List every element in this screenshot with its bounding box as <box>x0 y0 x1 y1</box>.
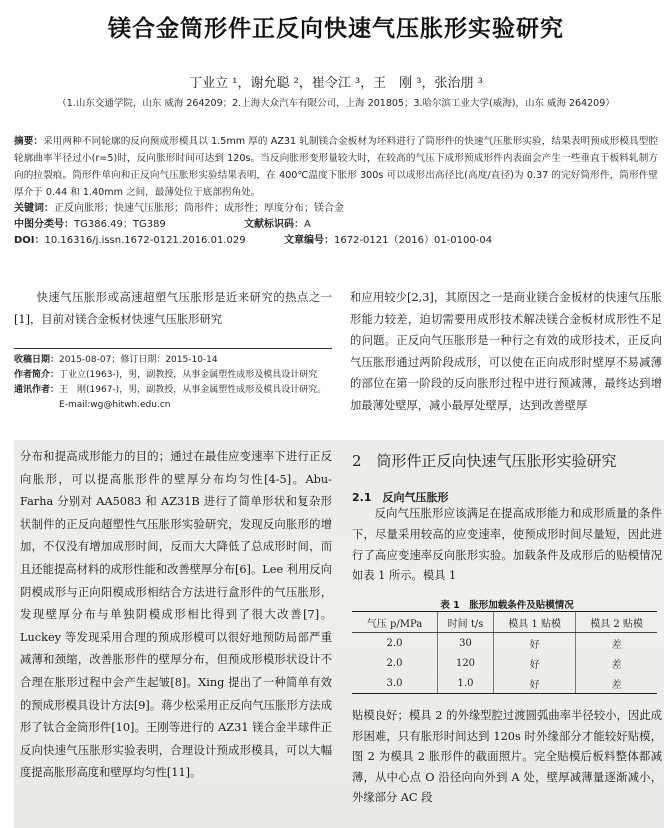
table-cell: 1.0 <box>437 673 493 694</box>
loading-conditions-table <box>352 611 657 694</box>
author-bio <box>14 368 332 383</box>
table-cell: 差 <box>576 633 657 654</box>
doi-label: DOI： <box>14 235 45 246</box>
author-list: 丁业立 ¹，谢允聪 ²，崔令江 ³，王 刚 ³，张治朋 ³ <box>189 76 483 91</box>
subsection-heading: 2.1 反向气压胀形 <box>352 491 449 504</box>
keywords <box>14 201 658 217</box>
table-cell: 3.0 <box>352 673 437 694</box>
table-cell: 30 <box>437 633 493 654</box>
keywords-label: 关键词： <box>14 203 54 214</box>
footnote-divider <box>14 348 332 349</box>
clc-label: 中图分类号： <box>14 219 74 230</box>
article-no-label: 文章编号： <box>284 235 334 246</box>
doc-code-text: A <box>304 219 311 230</box>
intro-paragraph-right: 和应用较少[2,3]，其原因之一是商业镁合金板材的快速气压胀形能力较差，迫切需要用成形技术解决镁合金板材成形性不足的问题。正反向气压胀形是一种行之有效的成形技术，正反向气压胀形通过两阶段成形，可以使在正向成形时壁厚不易减薄的部位在第一阶段的反向胀形过程中进行预减薄，最终达到增加最薄处壁厚，减小最厚处壁厚，达到改善壁厚 <box>350 291 662 412</box>
abstract-label: 摘要： <box>14 136 44 147</box>
table-row <box>352 633 657 654</box>
doi-text: 10.16316/j.issn.1672-0121.2016.01.029 <box>44 235 246 246</box>
bio-text: 丁业立(1963-)，男，副教授，从事金属塑性成形及模具设计研究 <box>59 370 318 380</box>
table-header-cell: 气压 p/MPa <box>352 612 437 633</box>
received-label: 收稿日期： <box>14 355 60 365</box>
abstract <box>14 133 658 201</box>
paper-title: 镁合金筒形件正反向快速气压胀形实验研究 <box>108 15 564 42</box>
received-text: 2015-08-07；修订日期：2015-10-14 <box>59 355 218 365</box>
corresponding-text: 王 刚(1967-)，男，副教授，从事金属塑性成形及模具设计研究。E-mail:wg@hitwh.edu.cn <box>59 385 327 410</box>
table-cell: 好 <box>494 653 576 673</box>
article-number <box>284 233 492 249</box>
table-cell: 2.0 <box>386 657 403 669</box>
corresponding-label: 通讯作者： <box>14 385 60 395</box>
table-header-cell: 模具 1 贴模 <box>494 612 576 633</box>
corresponding-author <box>14 383 332 413</box>
doi-line <box>14 233 658 249</box>
doc-code-label: 文献标识码： <box>244 219 304 230</box>
section-heading: 2 筒形件正反向快速气压胀形实验研究 <box>352 452 617 470</box>
footnote <box>14 353 332 413</box>
document-code <box>244 217 311 233</box>
intro-paragraph-left: 快速气压胀形或高速超塑气压胀形是近来研究的热点之一[1]，目前对镁合金板材快速气压胀形研究 <box>14 291 332 326</box>
body-paragraph-right-continued: 贴模良好；模具 2 的外缘型腔过渡圆弧曲率半径较小，因此成形困难，只有胀形时间达到 120s 时外缘部分才能较好贴模，图 2 为模具 2 胀形件的截面照片。完全贴模后板料整体都减薄，从中心点 O 沿径向向外到 A 处，壁厚减薄量逐渐减小，外缘部分 AC 段 <box>352 709 662 805</box>
classification-line <box>14 217 658 233</box>
body-paragraph-left: 分布和提高成形能力的目的；通过在最佳应变速率下进行正反向胀形，可以提高胀形件的壁厚分布均匀性[4-5]。Abu-Farha 分别对 AA5083 和 AZ31B 进行了简单形状和复杂形状制件的正反向超塑性气压胀形实验研究，发现反向胀形的增加，不仅没有增加成形时间，反而大大降低了总成形时间，而且还能提高材料的成形性能和改善壁厚分布[6]。Lee 利用反向阴模成形与正向阳模成形相结合方法进行盒形件的气压胀形，发现壁厚分布与单独阴模成形相比得到了很大改善[7]。Luckey 等发现采用合理的预成形模可以很好地预防局部严重减薄和颈缩，改善胀形件的壁厚分布，但预成形模形状设计不合理在胀形过程中会产生起皱[8]。Xing 提出了一种简单有效的预成形模具设计方法[9]。蒋少松采用正反向气压胀形方法成形了钛合金筒形件[10]。王刚等进行的 AZ31 镁合金半球件正反向快速气压胀形实验表明，合理设计预成形模具，可以大幅度提高胀形高度和壁厚均匀性[11]。 <box>20 450 332 780</box>
body-paragraph-right: 反向气压胀形应该满足在提高成形能力和成形质量的条件下，尽量采用较高的应变速率，使预成形时间尽量短，因此进行了高应变速率反向胀形实验。加载条件及成形后的贴模情况如表 1 所示。模具 1 <box>352 507 662 583</box>
table-cell: 差 <box>576 673 657 694</box>
clc <box>14 217 244 233</box>
table-cell: 好 <box>494 673 576 694</box>
abstract-block <box>14 133 658 249</box>
abstract-text: 采用两种不同轮廓的反向预成形模具以 1.5mm 厚的 AZ31 轧制镁合金板材为坯料进行了筒形件的快速气压胀形实验，结果表明预成形模具型腔轮廓曲率半径过小(r=5)时，反向胀形时间可达到 120s。当反向胀形变形量较大时，在较高的气压下成形预成形件内表面会产生一些垂直于板料轧制方向的拉裂痕。筒形件单向和正反向气压胀形实验结果表明，在 400℃温度下胀形 300s 可以成形出高径比(高度/直径)为 0.37 的完好筒形件，筒形件壁厚介于 0.44 和 1.40mm 之间，最薄处位于底部拐角处。 <box>14 136 659 198</box>
table-row <box>352 673 657 694</box>
table-header-cell: 时间 t/s <box>437 612 493 633</box>
table-caption: 表 1 胀形加载条件及贴模情况 <box>440 600 574 611</box>
table-cell: 2.0 <box>386 637 403 649</box>
table-cell: 差 <box>576 653 657 673</box>
keywords-text: 正反向胀形；快速气压胀形；筒形件；成形性；厚度分布；镁合金 <box>54 203 344 214</box>
table-row <box>352 653 657 673</box>
table-header-row <box>352 612 657 633</box>
article-no-text: 1672-0121（2016）01-0100-04 <box>334 235 493 246</box>
received-date <box>14 353 332 368</box>
clc-text: TG386.49；TG389 <box>74 219 166 230</box>
affiliations: （1.山东交通学院，山东 威海 264209；2.上海大众汽车有限公司，上海 201805；3.哈尔滨工业大学(威海)，山东 威海 264209） <box>57 98 615 109</box>
table-cell: 好 <box>494 633 576 654</box>
doi <box>14 233 284 249</box>
bio-label: 作者简介： <box>14 370 60 380</box>
table-cell: 120 <box>437 653 493 673</box>
table-header-cell: 模具 2 贴模 <box>576 612 657 633</box>
